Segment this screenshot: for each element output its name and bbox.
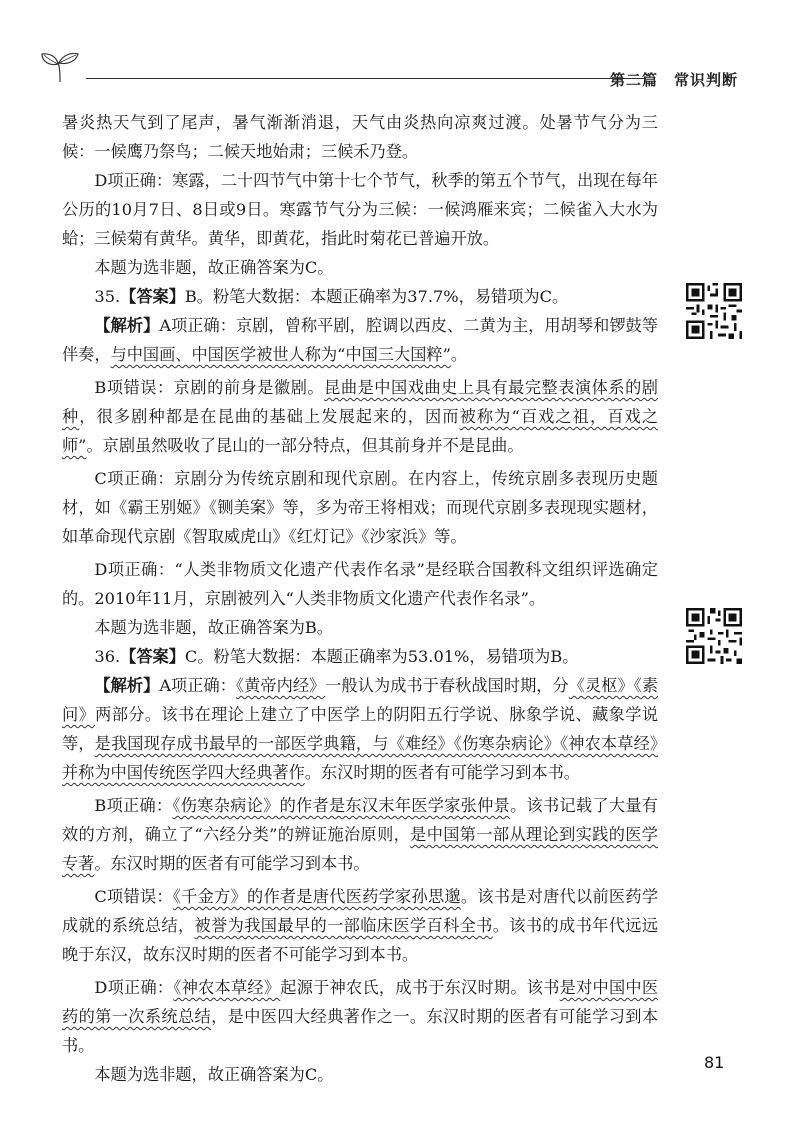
paragraph: 暑炎热天气到了尾声，暑气渐渐消退，天气由炎热向凉爽过渡。处暑节气分为三候：一候鹰乃祭鸟；二候天地始肃；三候禾乃登。	[62, 113, 658, 161]
paragraph: D项正确：寒露，二十四节气中第十七个节气，秋季的第五个节气，出现在每年公历的10月7日、8日或9日。寒露节气分为三候：一候鸿雁来宾；二候雀入大水为蛤；三候菊有黄华。黄华，即黄花，指此时菊花已普遍开放。	[62, 171, 658, 248]
key-point: 《千金方》的作者是唐代医药学家孙思邈	[172, 887, 461, 906]
key-point: 被誉为我国最早的一部临床医学百科全书	[194, 916, 493, 935]
key-point: 是对中国中医药的第一次系统总结	[62, 978, 659, 1026]
key-point: 昆曲是中国戏曲史上具有最完整表演体系的剧种	[62, 378, 658, 426]
paragraph: C项正确：京剧分为传统京剧和现代京剧。在内容上，传统京剧多表现历史题材，如《霸王别姬》《铡美案》等，多为帝王将相戏；而现代京剧多表现现实题材，如革命现代京剧《智取威虎山》《红灯记》《沙家浜》等。	[62, 469, 658, 546]
paragraph: B项正确：《伤寒杂病论》的作者是东汉末年医学家张仲景。该书记载了大量有效的方剂，确立了“六经分类”的辨证施治原则，是中国第一部从理论到实践的医学专著。东汉时期的医者有可能学习到本书。	[62, 796, 658, 873]
key-point: 《伤寒杂病论》的作者是东汉末年医学家张仲景	[172, 796, 511, 815]
paragraph: D项正确：“人类非物质文化遗产代表作名录”是经联合国教科文组织评选确定的。2010年11月，京剧被列入“人类非物质文化遗产代表作名录”。	[62, 560, 658, 608]
paragraph: 本题为选非题，故正确答案为B。	[94, 618, 333, 637]
answer-35: 35.【答案】B。粉笔大数据：本题正确率为37.7%，易错项为C。	[94, 287, 569, 306]
analysis-label: 【解析】	[94, 676, 160, 695]
page-content	[62, 108, 658, 1089]
key-point: 《神农本草经》	[173, 978, 281, 997]
qr-code-icon	[686, 608, 742, 664]
paragraph: 本题为选非题，故正确答案为C。	[94, 258, 334, 277]
analysis-36: 【解析】A项正确：《黄帝内经》一般认为成书于春秋战国时期，分《灵枢》《素问》两部分。该书在理论上建立了中医学上的阴阳五行学说、脉象学说、藏象学说等，是我国现存成书最早的一部医学典籍，与《难经》《伤寒杂病论》《神农本草经》并称为中国传统医学四大经典著作。东汉时期的医者有可能学习到本书。	[62, 676, 659, 782]
section-title: 第二篇 常识判断	[609, 71, 738, 89]
paragraph: C项错误：《千金方》的作者是唐代医药学家孙思邈。该书是对唐代以前医药学成就的系统总结，被誉为我国最早的一部临床医学百科全书。该书的成书年代远远晚于东汉，故东汉时期的医者不可能学习到本书。	[62, 887, 659, 964]
key-point: 是我国现存成书最早的一部医学典籍，与《难经》《伤寒杂病论》《神农本草经》并称为中国传统医学四大经典著作	[62, 734, 658, 782]
answer-36: 36.【答案】C。粉笔大数据：本题正确率为53.01%，易错项为B。	[94, 647, 579, 666]
key-point: 被称为“百戏之祖，百戏之师”	[62, 407, 659, 455]
paragraph: B项错误：京剧的前身是徽剧。昆曲是中国戏曲史上具有最完整表演体系的剧种，很多剧种都是在昆曲的基础上发展起来的，因而被称为“百戏之祖，百戏之师”。京剧虽然吸收了昆山的一部分特点，但其前身并不是昆曲。	[62, 378, 659, 455]
paragraph: 本题为选非题，故正确答案为C。	[94, 1065, 334, 1084]
key-point: 与中国画、中国医学被世人称为“中国三大国粹”	[110, 345, 451, 364]
analysis-35: 【解析】A项正确：京剧，曾称平剧，腔调以西皮、二黄为主，用胡琴和锣鼓等伴奏，与中国画、中国医学被世人称为“中国三大国粹”。	[62, 316, 658, 364]
analysis-label: 【解析】	[94, 316, 160, 335]
page-header	[38, 48, 738, 92]
key-point: 《灵枢》《素问》	[62, 676, 659, 724]
key-point: 是中国第一部从理论到实践的医学专著	[62, 825, 658, 873]
key-point: 《黄帝内经》	[236, 676, 326, 695]
page-number: 81	[704, 1053, 725, 1072]
leaf-sprout-icon	[38, 50, 82, 84]
header-rule	[86, 78, 646, 79]
paragraph: D项正确：《神农本草经》起源于神农氏，成书于东汉时期。该书是对中国中医药的第一次系统总结，是中医四大经典著作之一。东汉时期的医者有可能学习到本书。	[62, 978, 659, 1055]
answer-label: 【答案】	[120, 287, 185, 306]
qr-code-icon	[686, 283, 742, 339]
answer-label: 【答案】	[120, 647, 185, 666]
